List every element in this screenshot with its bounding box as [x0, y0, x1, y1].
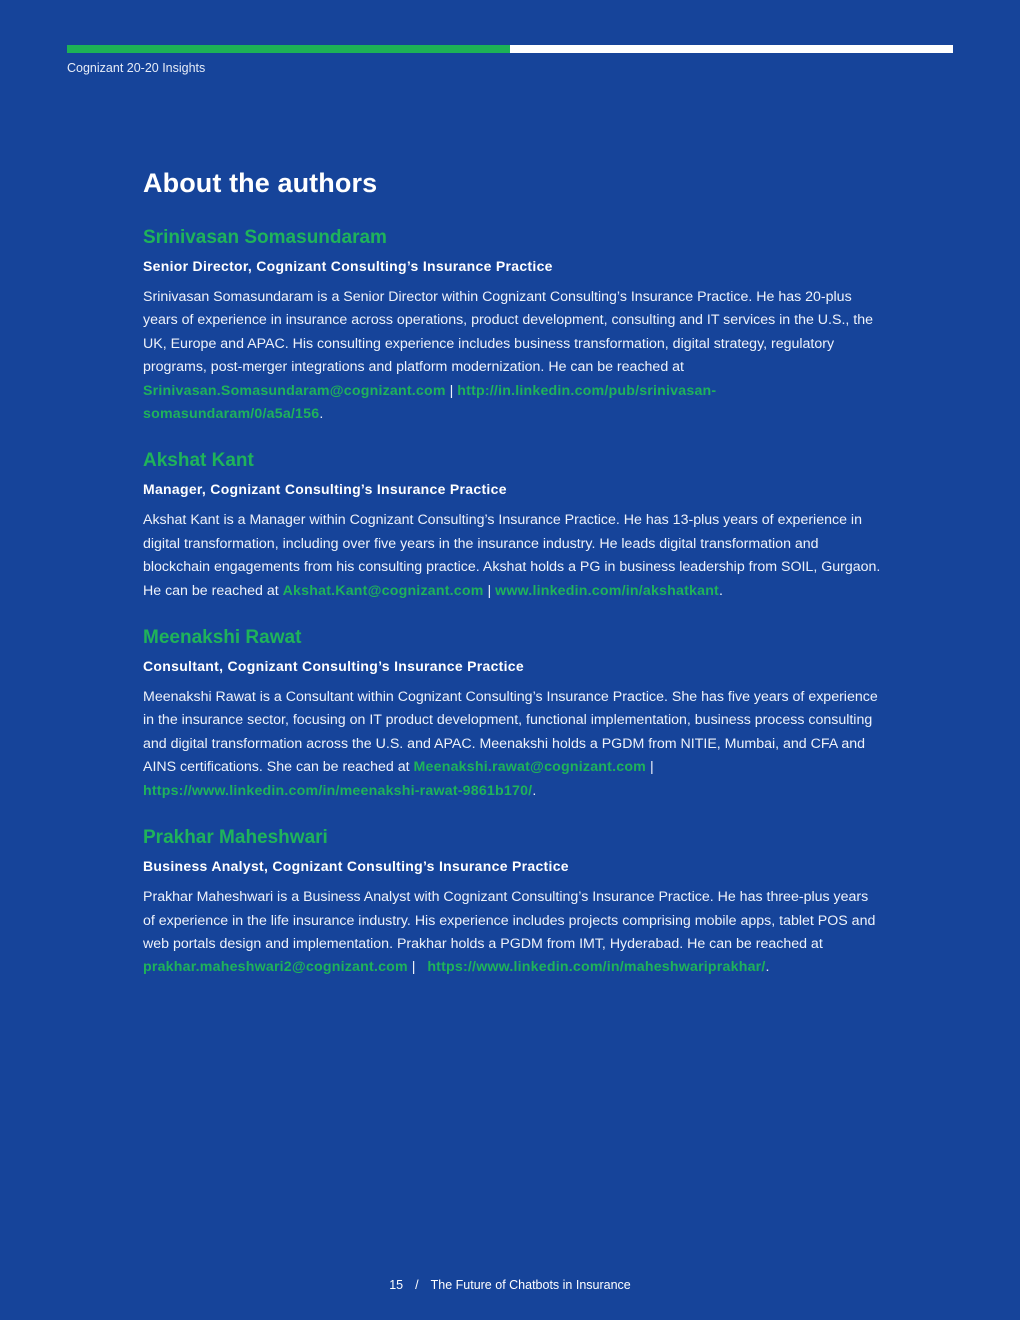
author-name: Meenakshi Rawat — [143, 627, 302, 649]
bio-end-punctuation: . — [765, 959, 770, 976]
progress-fill — [67, 45, 510, 53]
author-email-link[interactable]: prakhar.maheshwari2@cognizant.com — [143, 959, 408, 976]
author-bio — [143, 509, 883, 603]
progress-remaining — [510, 45, 953, 53]
author-section — [143, 450, 883, 603]
author-email-link[interactable]: Akshat.Kant@cognizant.com — [282, 582, 484, 599]
author-bio-text: Akshat Kant is a Manager within Cognizant Consulting’s Insurance Practice. He has 13-plus years of experience in digital transformation, including over five years in the insurance industry. He leads digital transformation and blockchain engagements from his consulting practice. Akshat holds a PG in business leadership from SOIL, Gurgaon. He can be reached at — [143, 512, 881, 599]
header-progress-bar — [67, 45, 953, 53]
link-separator: | — [483, 582, 496, 599]
page-number: 15 — [389, 1278, 404, 1292]
author-role: Manager, Cognizant Consulting’s Insurance Practice — [143, 481, 507, 498]
link-separator: | — [445, 382, 458, 399]
author-email-link[interactable]: Srinivasan.Somasundaram@cognizant.com — [143, 382, 446, 399]
author-role: Senior Director, Cognizant Consulting’s Insurance Practice — [143, 258, 553, 274]
author-name: Srinivasan Somasundaram — [143, 227, 387, 248]
author-bio — [143, 686, 883, 803]
author-name: Akshat Kant — [143, 450, 254, 472]
author-email-link[interactable]: Meenakshi.rawat@cognizant.com — [413, 759, 647, 776]
author-section — [143, 827, 883, 980]
author-linkedin-link[interactable]: https://www.linkedin.com/in/maheshwariprakhar/ — [427, 959, 766, 976]
link-separator: | — [646, 759, 654, 776]
link-separator: | — [407, 959, 428, 976]
author-role: Consultant, Cognizant Consulting’s Insurance Practice — [143, 658, 524, 675]
bio-end-punctuation: . — [532, 782, 537, 799]
author-linkedin-link[interactable]: https://www.linkedin.com/in/meenakshi-rawat-9861b170/ — [143, 782, 533, 799]
page-title: About the authors — [143, 168, 378, 198]
author-bio — [143, 886, 883, 980]
author-bio-text: Srinivasan Somasundaram is a Senior Director within Cognizant Consulting’s Insurance Practice. He has 20-plus years of experience in insurance across operations, product development, consulting and IT services in the U.S., the UK, Europe and APAC. His consulting experience includes business transformation, digital strategy, regulatory programs, post-merger integrations and platform modernization. He can be reached at — [143, 289, 874, 376]
author-role: Business Analyst, Cognizant Consulting’s Insurance Practice — [143, 858, 569, 875]
author-bio — [143, 286, 883, 426]
page-footer — [0, 1278, 1020, 1292]
bio-end-punctuation: . — [718, 582, 723, 599]
footer-separator: / — [415, 1278, 419, 1292]
author-name: Prakhar Maheshwari — [143, 827, 328, 849]
author-section — [143, 627, 883, 803]
author-section — [143, 227, 883, 426]
author-bio-text: Meenakshi Rawat is a Consultant within Cognizant Consulting’s Insurance Practice. She has five years of experience in the insurance sector, focusing on IT product development, functional implementation, business process consulting and digital transformation across the U.S. and APAC. Meenakshi holds a PGDM from NITIE, Mumbai, and CFA and AINS certifications. She can be reached at — [143, 689, 878, 776]
author-bio-text: Prakhar Maheshwari is a Business Analyst with Cognizant Consulting’s Insurance Practice. He has three-plus years of experience in the life insurance industry. His experience includes projects comprising mobile apps, tablet POS and web portals design and implementation. Prakhar holds a PGDM from IMT, Hyderabad. He can be reached at — [143, 889, 876, 952]
document-title: The Future of Chatbots in Insurance — [430, 1278, 631, 1292]
bio-end-punctuation: . — [319, 406, 324, 423]
main-content — [143, 168, 883, 1004]
author-linkedin-link[interactable]: http://in.linkedin.com/pub/srinivasan-somasundaram/0/a5a/156 — [143, 382, 717, 423]
author-linkedin-link[interactable]: www.linkedin.com/in/akshatkant — [495, 582, 719, 599]
header-label: Cognizant 20-20 Insights — [67, 61, 206, 75]
